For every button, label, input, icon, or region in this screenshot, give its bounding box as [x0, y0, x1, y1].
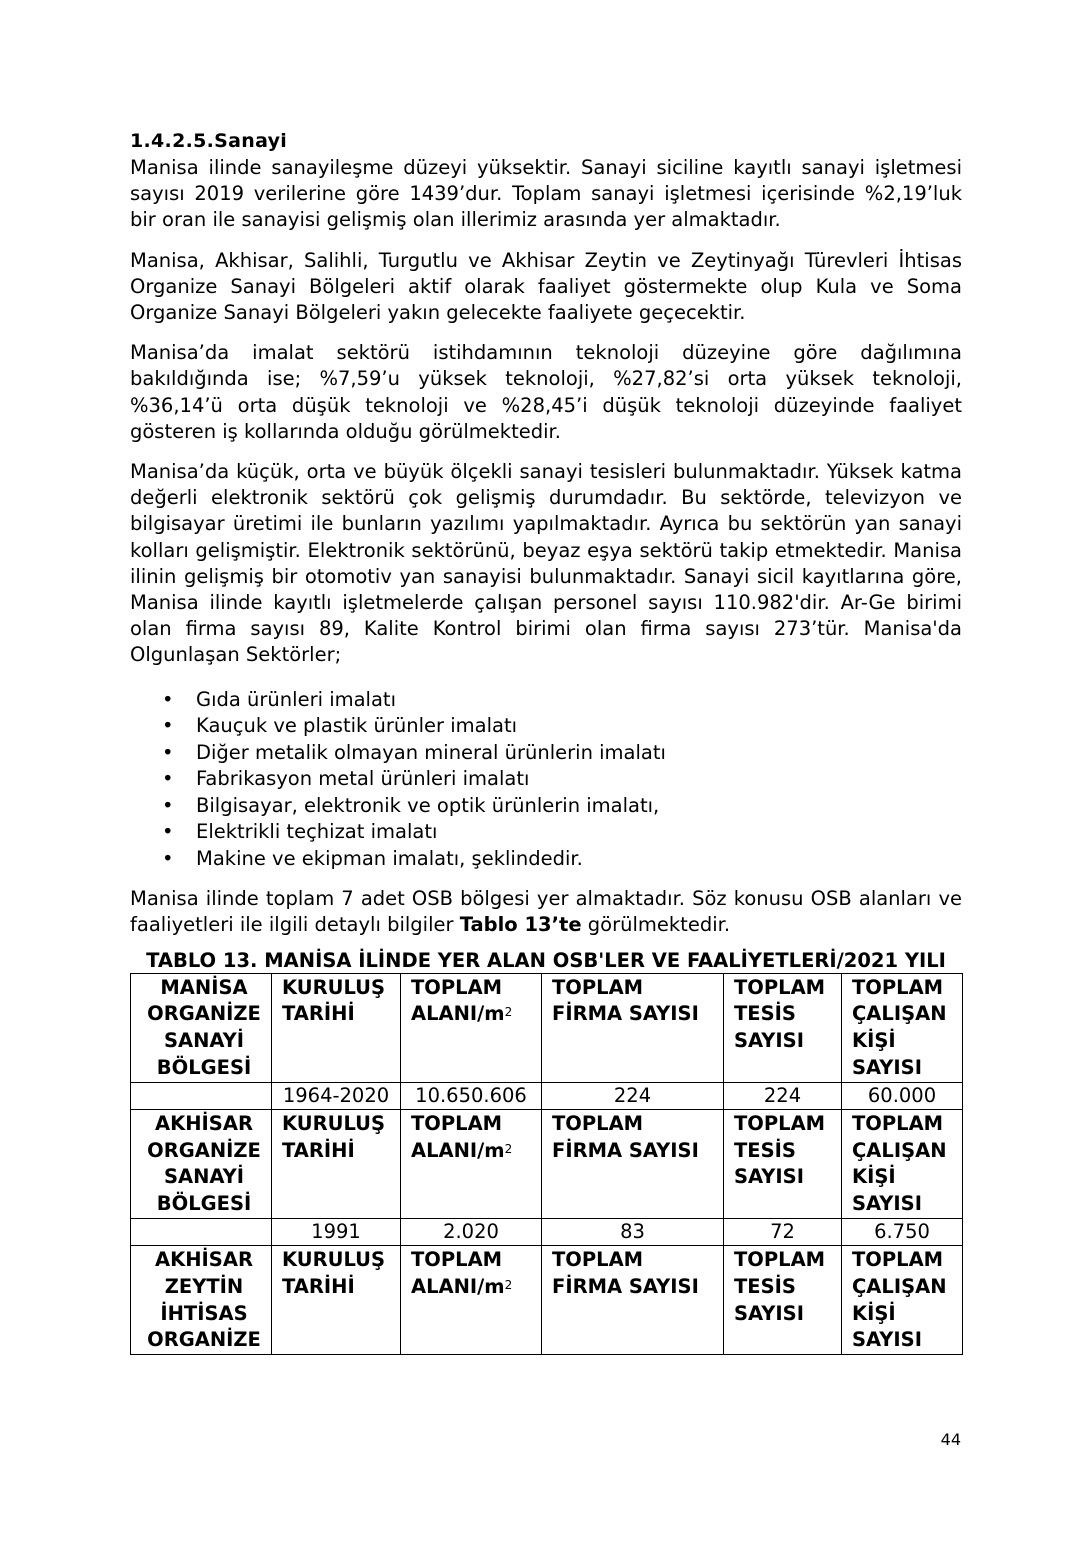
founding-date-value: 1964-2020 — [272, 1082, 401, 1109]
bullet-icon: • — [162, 793, 174, 817]
list-item: • Kauçuk ve plastik ürünler imalatı — [130, 713, 962, 740]
header-total-area: TOPLAM ALANI/$m^2$ — [401, 973, 542, 1082]
bullet-icon: • — [162, 740, 174, 764]
header-total-firms: TOPLAM FİRMA SAYISI — [542, 973, 724, 1082]
list-item: • Bilgisayar, elektronik ve optik ürünlerin imalatı, — [130, 793, 962, 820]
table-row — [131, 1082, 963, 1109]
header-total-area: TOPLAM ALANI/$m^2$ — [401, 1245, 542, 1354]
table-row — [131, 1218, 963, 1245]
bullet-icon: • — [162, 767, 174, 791]
osb-name-cell: AKHİSAR ORGANİZE SANAYİ BÖLGESİ — [131, 1109, 272, 1218]
founding-date-value: 1991 — [272, 1218, 401, 1245]
total-area-value: 10.650.606 — [401, 1082, 542, 1109]
paragraph-osb-list: Manisa, Akhisar, Salihli, Turgutlu ve Akhisar Zeytin ve Zeytinyağı Türevleri İhtisas Organize Sanayi Bölgeleri aktif olarak faaliyet göstermekte olup Kula ve Soma Organize Sanayi Bölgeleri yakın gelecekte faaliyete geçecektir. — [130, 248, 962, 325]
header-total-employees: TOPLAM ÇALIŞAN KİŞİ SAYISI — [842, 1109, 963, 1218]
table-header-row — [131, 1245, 963, 1354]
bullet-icon: • — [162, 820, 174, 844]
table-header-row — [131, 973, 963, 1082]
total-firms-value: 224 — [542, 1082, 724, 1109]
header-total-area: TOPLAM ALANI/$m^2$ — [401, 1109, 542, 1218]
osb-table — [130, 973, 963, 1356]
header-total-facilities: TOPLAM TESİS SAYISI — [724, 1109, 842, 1218]
header-total-firms: TOPLAM FİRMA SAYISI — [542, 1245, 724, 1354]
total-employees-value: 6.750 — [842, 1218, 963, 1245]
sector-bullet-list — [130, 687, 962, 873]
table-title: TABLO 13. MANİSA İLİNDE YER ALAN OSB'LER VE FAALİYETLERİ/2021 YILI — [146, 948, 946, 972]
header-total-facilities: TOPLAM TESİS SAYISI — [724, 1245, 842, 1354]
document-page — [130, 128, 962, 1355]
header-total-employees: TOPLAM ÇALIŞAN KİŞİ SAYISI — [842, 1245, 963, 1354]
osb-name-cell: MANİSA ORGANİZE SANAYİ BÖLGESİ — [131, 973, 272, 1082]
blank-cell — [131, 1218, 272, 1245]
page-number: 44 — [940, 1430, 961, 1449]
list-item: • Makine ve ekipman imalatı, şeklindedir. — [130, 846, 962, 873]
osb-name-cell: AKHİSAR ZEYTİN İHTİSAS ORGANİZE — [131, 1245, 272, 1354]
paragraph-industrialization: Manisa ilinde sanayileşme düzeyi yüksektir. Sanayi siciline kayıtlı sanayi işletmesi sayısı 2019 verilerine göre 1439’dur. Toplam sanayi işletmesi içerisinde %2,19’luk bir oran ile sanayisi gelişmiş olan illerimiz arasında yer almaktadır. — [130, 156, 962, 232]
list-item: • Fabrikasyon metal ürünleri imalatı — [130, 766, 962, 793]
table-header-row — [131, 1109, 963, 1218]
paragraph-table-reference: Manisa ilinde toplam 7 adet OSB bölgesi yer almaktadır. Söz konusu OSB alanları ve faaliyetleri ile ilgili detaylı bilgiler Tablo 13’te görülmektedir. — [130, 887, 962, 937]
total-firms-value: 83 — [542, 1218, 724, 1245]
table-reference-link: Tablo 13’te — [459, 913, 582, 937]
total-employees-value: 60.000 — [842, 1082, 963, 1109]
list-item: • Gıda ürünleri imalatı — [130, 687, 962, 714]
bullet-icon: • — [162, 714, 174, 738]
header-total-facilities: TOPLAM TESİS SAYISI — [724, 973, 842, 1082]
paragraph-sectors: Manisa’da küçük, orta ve büyük ölçekli sanayi tesisleri bulunmaktadır. Yüksek katma değerli elektronik sektörü çok gelişmiş durumdadır. Bu sektörde, televizyon ve bilgisayar üretimi ile bunların yazılımı yapılmaktadır. Ayrıca bu sektörün yan sanayi kolları gelişmiştir. Elektronik sektörünü, beyaz eşya sektörü takip etmektedir. Manisa ilinin gelişmiş bir otomotiv yan sanayisi bulunmaktadır. Sanayi sicil kayıtlarına göre, Manisa ilinde kayıtlı işletmelerde çalışan personel sayısı 110.982'dir. Ar-Ge birimi olan firma sayısı 89, Kalite Kontrol birimi olan firma sayısı 273’tür. Manisa'da Olgunlaşan Sektörler; — [130, 460, 962, 667]
section-heading: 1.4.2.5.Sanayi — [130, 130, 288, 152]
header-founding-date: KURULUŞ TARİHİ — [272, 1109, 401, 1218]
total-area-value: 2.020 — [401, 1218, 542, 1245]
bullet-icon: • — [162, 846, 174, 870]
total-facilities-value: 224 — [724, 1082, 842, 1109]
blank-cell — [131, 1082, 272, 1109]
paragraph-technology-levels: Manisa’da imalat sektörü istihdamının teknoloji düzeyine göre dağılımına bakıldığında ise; %7,59’u yüksek teknoloji, %27,82’si orta yüksek teknoloji, %36,14’ü orta düşük teknoloji ve %28,45’i düşük teknoloji düzeyinde faaliyet gösteren iş kollarında olduğu görülmektedir. — [130, 341, 962, 443]
header-total-employees: TOPLAM ÇALIŞAN KİŞİ SAYISI — [842, 973, 963, 1082]
list-item: • Elektrikli teçhizat imalatı — [130, 819, 962, 846]
header-founding-date: KURULUŞ TARİHİ — [272, 973, 401, 1082]
total-facilities-value: 72 — [724, 1218, 842, 1245]
header-founding-date: KURULUŞ TARİHİ — [272, 1245, 401, 1354]
list-item: • Diğer metalik olmayan mineral ürünlerin imalatı — [130, 740, 962, 767]
bullet-icon: • — [162, 687, 174, 711]
header-total-firms: TOPLAM FİRMA SAYISI — [542, 1109, 724, 1218]
